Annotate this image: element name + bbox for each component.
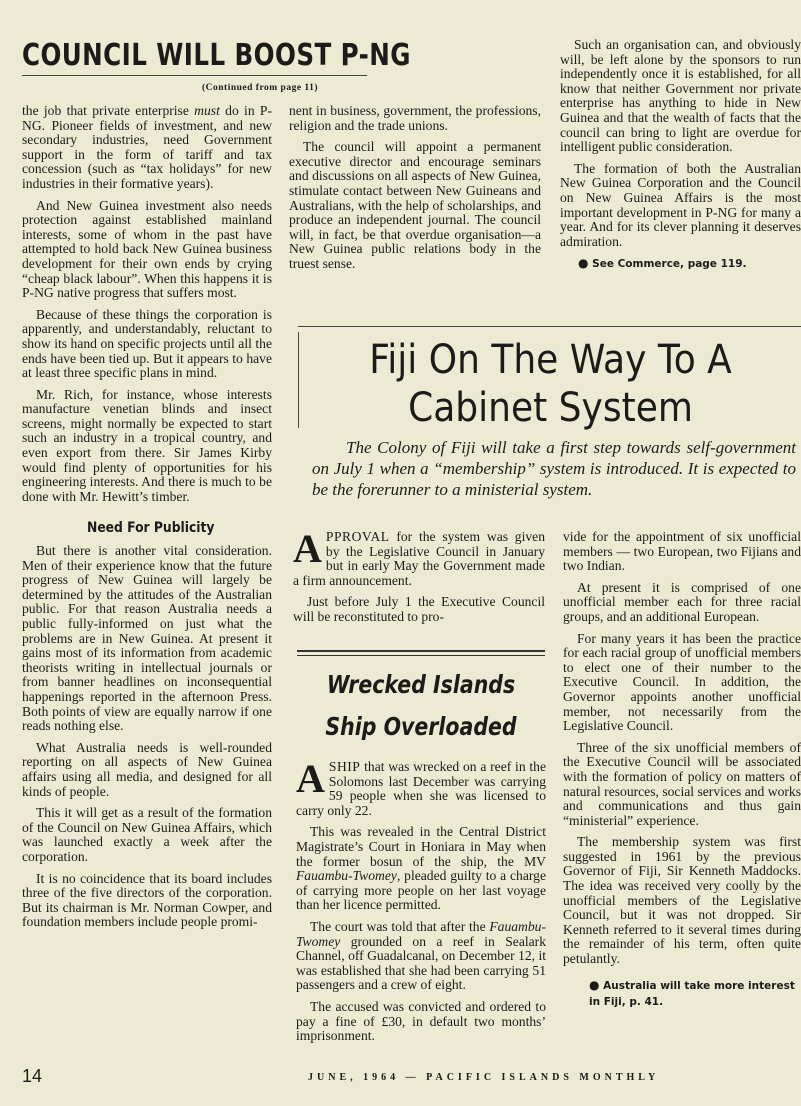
paragraph: the job that private enterprise must do in P-NG. Pioneer fields of investment, and new secondary industries, need Government support in the form of tariff and tax concession (such as “tax holidays” for new industries in their formative years). — [22, 103, 272, 191]
drop-cap: A — [293, 526, 322, 571]
article1-column-2 — [289, 104, 541, 279]
wrecked-title-line-2: Ship Overloaded — [325, 712, 517, 741]
bullet-icon: ● — [589, 977, 600, 992]
wrecked-title — [297, 664, 545, 748]
issue-line: JUNE, 1964 — PACIFIC ISLANDS MONTHLY — [308, 1072, 660, 1083]
headline-rule — [22, 75, 367, 76]
paragraph: Just before July 1 the Executive Council will be reconstituted to pro- — [293, 594, 545, 624]
paragraph: This was revealed in the Central District Magistrate’s Court in Honiara in May when the former bosun of the ship, the MV Fauambu-Twomey, pleaded guilty to a charge of carrying more people on her last voyage than her licence permitted. — [296, 824, 546, 913]
fiji-column-2 — [563, 530, 801, 1010]
paragraph: ASHIP that was wrecked on a reef in the Solomons last December was carrying 59 people when she was licensed to carry only 22. — [296, 756, 546, 818]
wrecked-title-line-1: Wrecked Islands — [326, 670, 516, 699]
bullet-icon: ● — [578, 256, 589, 271]
fiji-title-line-1: Fiji On The Way To A — [369, 337, 732, 383]
emphasis: Fauambu-Twomey — [296, 868, 397, 884]
continued-note: (Continued from page 11) — [202, 83, 319, 93]
section-subhead: Need For Publicity — [87, 520, 215, 537]
fiji-title — [300, 336, 801, 432]
paragraph: For many years it has been the practice for each racial group of unofficial members to elect one of their number to the Executive Council. In addition, the Governor appoints another unofficial member, not necessarily from the Legislative Council. — [563, 630, 801, 734]
boxed-rule-top — [297, 650, 545, 652]
paragraph: What Australia needs is well-rounded reporting on all aspects of New Guinea affairs using all media, and designed for all kinds of people. — [22, 739, 272, 799]
see-also-note: ● See Commerce, page 119. — [578, 256, 747, 271]
article1-column-3 — [560, 38, 801, 272]
paragraph: APPROVAL for the system was given by the Legislative Council in January but in early May the Government made a firm announcement. — [293, 526, 545, 588]
section-rule — [298, 326, 801, 327]
paragraph: The council will appoint a permanent executive director and encourage seminars and discussions on all aspects of New Guinea, stimulate contact between New Guineans and Australians, with the help of scholarships, and produce an independent journal. The council will, in fact, be that overdue organisation—a New Guinea public relations body in the truest sense. — [289, 139, 541, 271]
paragraph: nent in business, government, the professions, religion and the trade unions. — [289, 103, 541, 133]
paragraph: It is no coincidence that its board includes three of the five directors of the corporation. But its chairman is Mr. Norman Cowper, and foundation members include people promi- — [22, 870, 272, 930]
see-also-note: ● Australia will take more interest in Fiji, p. 41. — [589, 977, 795, 1008]
fiji-intro: The Colony of Fiji will take a first step towards self-government on July 1 when a “membership” system is introduced. It is expected to be the forerunner to a ministerial system. — [312, 438, 796, 499]
drop-cap: A — [296, 756, 325, 801]
article-headline: COUNCIL WILL BOOST P-NG — [22, 38, 411, 73]
paragraph: Such an organisation can, and obviously will, be left alone by the sponsors to run independently once it is established, for all know that neither Government nor private enterprise has anything to hide in New Guinea and that the wealth of facts that the council can bring to light are overdue for intelligent public consideration. — [560, 37, 801, 155]
paragraph: At present it is comprised of one unofficial member each for three racial groups, and an additional European. — [563, 579, 801, 624]
paragraph: Three of the six unofficial members of the Executive Council will be associated with the formation of policy on matters of natural resources, social services and works and communications and thus gain “ministerial” experience. — [563, 739, 801, 828]
article1-column-1 — [22, 104, 272, 937]
wrecked-column — [296, 756, 547, 1051]
side-rule — [298, 332, 299, 428]
page-number: 14 — [22, 1066, 43, 1086]
paragraph: The court was told that after the Fauambu-Twomey grounded on a reef in Sealark Channel, off Guadalcanal, on December 12, it was established that she had been carrying 51 passengers and a crew of eight. — [296, 918, 547, 993]
paragraph: Mr. Rich, for instance, whose interests manufacture venetian blinds and insect screens, might normally be expected to start such an industry in a tropical country, and even export from there. Sir James Kirby would find plenty of opportunities for his engineering interests. And there is much to be done with Mr. Hewitt’s timber. — [22, 386, 272, 504]
paragraph: And New Guinea investment also needs protection against established mainland interests, some of whom in the past have attempted to hold back New Guinea business development for their own ends by crying “cheap black labour”. When this happens it is P-NG native progress that suffers most. — [22, 197, 272, 301]
emphasis: Fauambu-Twomey — [296, 918, 546, 949]
fiji-title-line-2: Cabinet System — [408, 385, 693, 431]
paragraph: The accused was convicted and ordered to pay a fine of £30, in default two months’ imprisonment. — [296, 998, 546, 1044]
paragraph: Because of these things the corporation is apparently, and understandably, reluctant to show its hand on specific projects until all the ends have been tied up. But it appears to have at least three specific plans in mind. — [22, 306, 272, 381]
fiji-column-1 — [293, 526, 545, 632]
emphasis: must — [194, 103, 220, 118]
paragraph: vide for the appointment of six unofficial members — two European, two Fijians and two Indian. — [563, 529, 801, 574]
paragraph: This it will get as a result of the formation of the Council on New Guinea Affairs, which was launched exactly a week after the corporation. — [22, 805, 272, 864]
paragraph: The formation of both the Australian New Guinea Corporation and the Council on New Guinea Affairs is the most important development in P-NG for many a year. And for its clever planning it deserves admiration. — [560, 160, 801, 249]
paragraph: But there is another vital consideration. Men of their experience know that the future progress of New Guinea will largely be determined by the attitudes of the Australian public. For that reason Australia needs a public fully-informed on just what the problems are in New Guinea. At present it gains most of its information from academic theorists writing in intellectual journals or from banner headlines on inconsequential happenings reported in the afternoon Press. Both points of view are equally narrow if one reads nothing else. — [22, 543, 272, 734]
paragraph: The membership system was first suggested in 1961 by the previous Governor of Fiji, Sir Kenneth Maddocks. The idea was received very coolly by the unofficial members of the Legislative Council, but it was not dropped. Sir Kenneth referred to it several times during the remainder of his term, often quite petulantly. — [563, 834, 801, 967]
boxed-rule-top-thin — [297, 655, 545, 656]
